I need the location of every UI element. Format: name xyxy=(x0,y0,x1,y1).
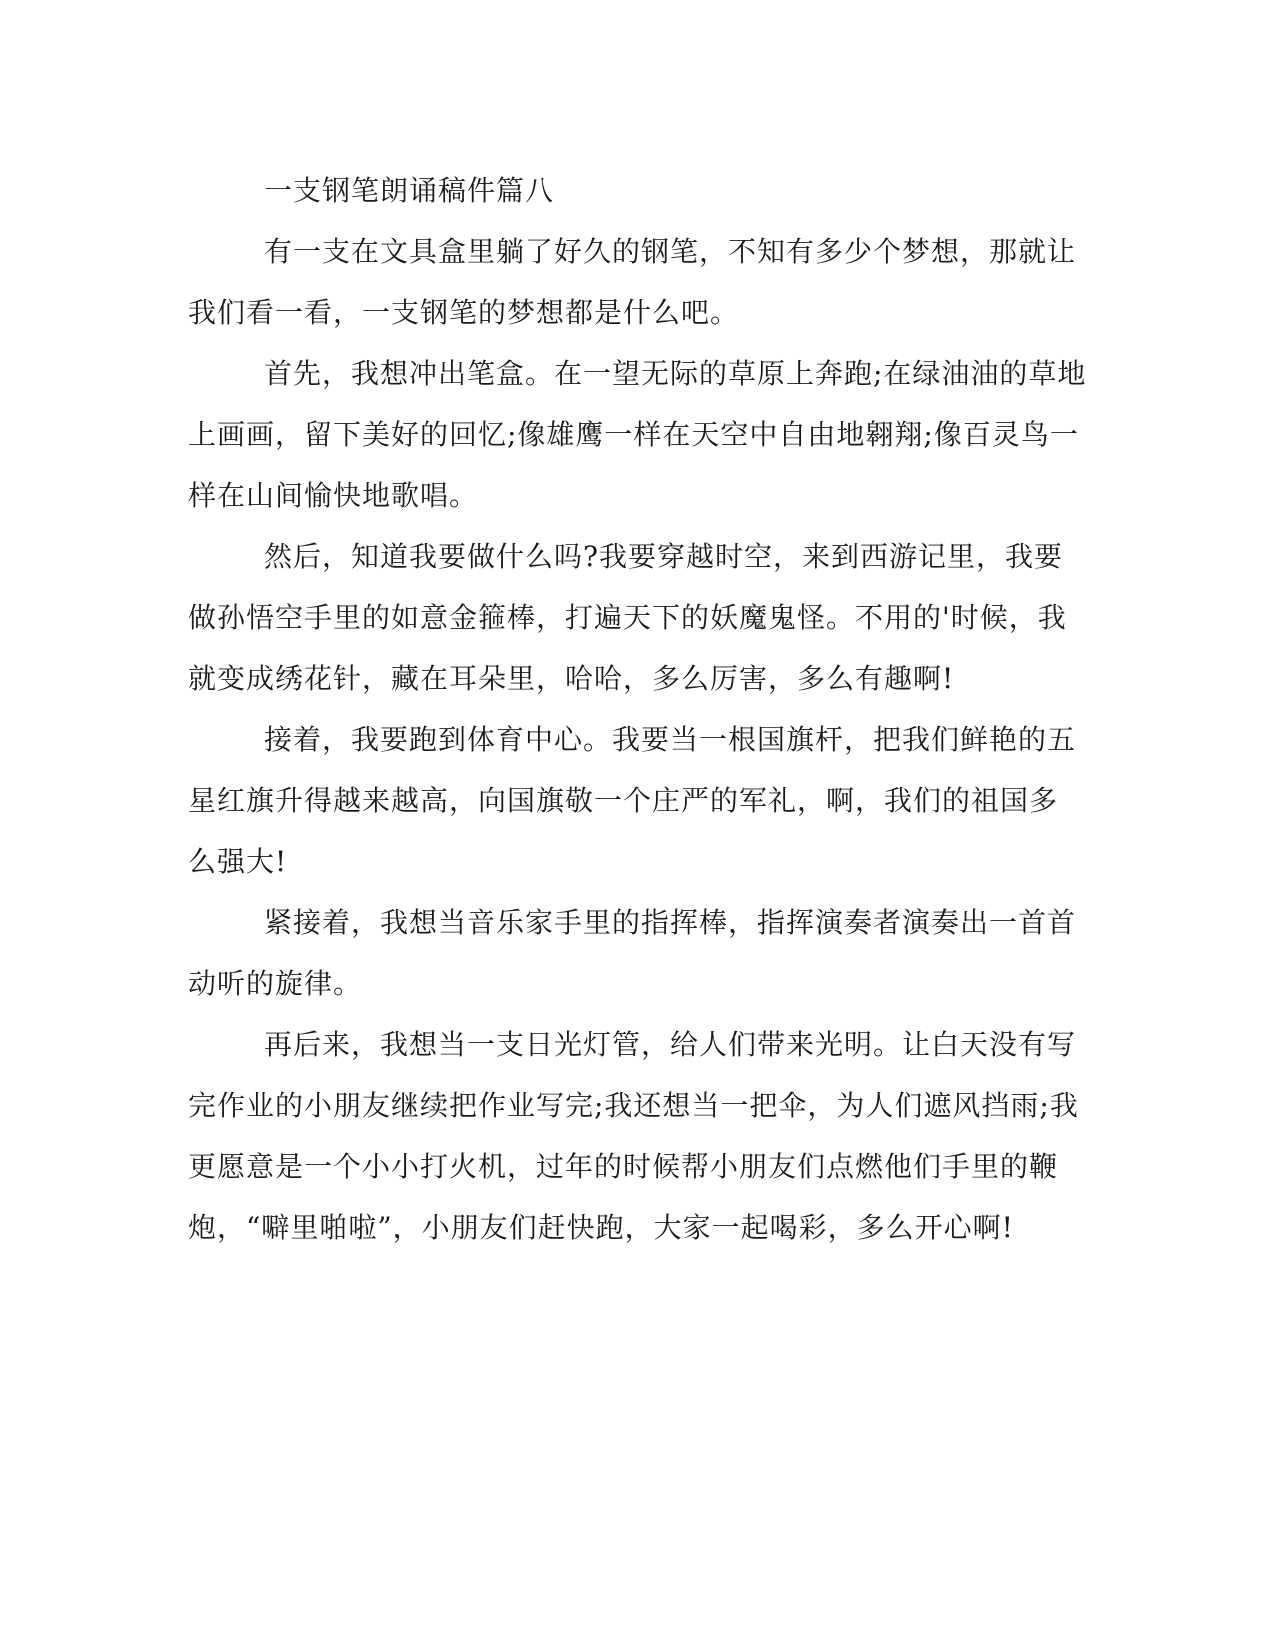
paragraph-2 xyxy=(188,343,1088,526)
paragraph-line: 然后，知道我要做什么吗?我要穿越时空，来到西游记里，我要 xyxy=(264,540,1064,573)
paragraph-3 xyxy=(188,526,1088,709)
paragraph-line: 样在山间愉快地歌唱。 xyxy=(188,479,479,512)
paragraph-line: 做孙悟空手里的如意金箍棒，打遍天下的妖魔鬼怪。不用的'时候，我 xyxy=(188,601,1067,634)
paragraph-line: 上画画，留下美好的回忆;像雄鹰一样在天空中自由地翱翔;像百灵鸟一 xyxy=(188,418,1079,451)
paragraph-line: 就变成绣花针，藏在耳朵里，哈哈，多么厉害，多么有趣啊! xyxy=(188,662,955,695)
paragraph-line: 接着，我要跑到体育中心。我要当一根国旗杆，把我们鲜艳的五 xyxy=(264,723,1077,756)
paragraph-1 xyxy=(188,221,1088,343)
paragraph-line: 动听的旋律。 xyxy=(188,967,363,1000)
document-title: 一支钢笔朗诵稿件篇八 xyxy=(264,174,555,207)
paragraph-line: 炮，“噼里啪啦”，小朋友们赶快跑，大家一起喝彩，多么开心啊! xyxy=(188,1211,1014,1244)
paragraph-line: 再后来，我想当一支日光灯管，给人们带来光明。让白天没有写 xyxy=(264,1028,1077,1061)
paragraph-5 xyxy=(188,892,1088,1014)
paragraph-line: 紧接着，我想当音乐家手里的指挥棒，指挥演奏者演奏出一首首 xyxy=(264,906,1077,939)
paragraph-4 xyxy=(188,709,1088,892)
paragraph-line: 首先，我想冲出笔盒。在一望无际的草原上奔跑;在绿油油的草地 xyxy=(264,357,1087,390)
paragraph-line: 有一支在文具盒里躺了好久的钢笔，不知有多少个梦想，那就让 xyxy=(264,235,1077,268)
paragraph-line: 我们看一看，一支钢笔的梦想都是什么吧。 xyxy=(188,296,740,329)
paragraph-line: 么强大! xyxy=(188,845,288,878)
paragraph-line: 完作业的小朋友继续把作业写完;我还想当一把伞，为人们遮风挡雨;我 xyxy=(188,1089,1079,1122)
paragraph-line: 更愿意是一个小小打火机，过年的时候帮小朋友们点燃他们手里的鞭 xyxy=(188,1150,1059,1183)
document-body xyxy=(188,160,1088,1258)
paragraph-6 xyxy=(188,1014,1088,1258)
paragraph-line: 星红旗升得越来越高，向国旗敬一个庄严的军礼，啊，我们的祖国多 xyxy=(188,784,1059,817)
